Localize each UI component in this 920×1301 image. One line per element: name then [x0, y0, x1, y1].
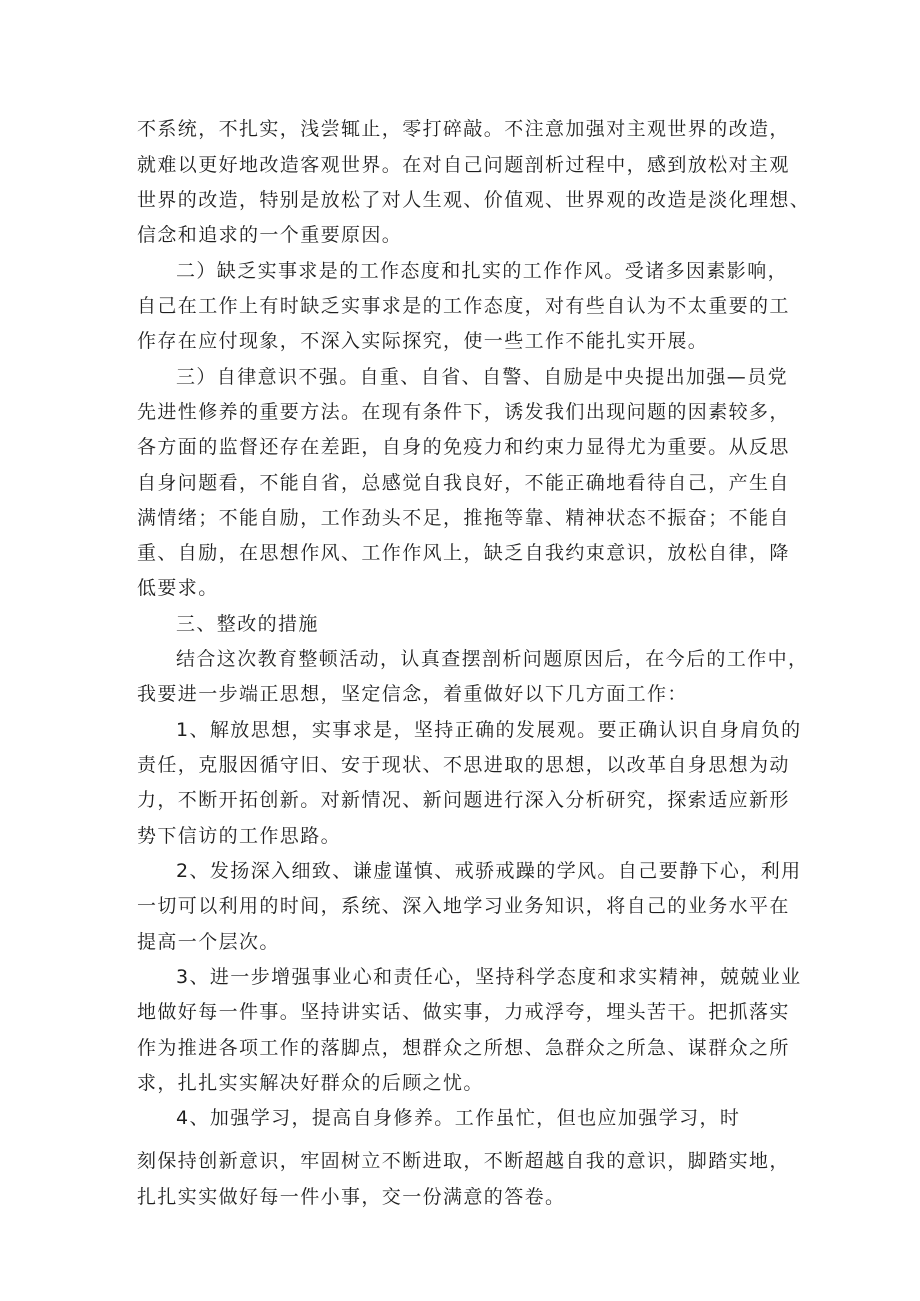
text-line: 信念和追求的一个重要原因。	[137, 224, 403, 246]
text-line: 自己在工作上有时缺乏实事求是的工作态度，对有些自认为不太重要的工	[137, 295, 790, 317]
text-line: 势下信访的工作思路。	[137, 825, 342, 847]
text-line: 低要求。	[137, 577, 219, 599]
text-line: 就难以更好地改造客观世界。在对自己问题剖析过程中，感到放松对主观	[137, 154, 790, 176]
text-line: 1、解放思想，实事求是，坚持正确的发展观。要正确认识自身肩负的	[176, 719, 802, 741]
text-line: 自身问题看，不能自省，总感觉自我良好，不能正确地看待自己，产生自	[137, 472, 790, 494]
text-line: 3、进一步增强事业心和责任心，坚持科学态度和求实精神，兢兢业业	[176, 966, 802, 988]
text-line: 一切可以利用的时间，系统、深入地学习业务知识，将自己的业务水平在	[137, 895, 790, 917]
text-line: 2、发扬深入细致、谦虚谨慎、戒骄戒躁的学风。自己要静下心，利用	[176, 860, 802, 882]
text-line: 不系统，不扎实，浅尝辄止，零打碎敲。不注意加强对主观世界的改造，	[137, 118, 790, 140]
text-line: 先进性修养的重要方法。在现有条件下，诱发我们出现问题的因素较多，	[137, 401, 790, 423]
text-line: 力，不断开拓创新。对新情况、新问题进行深入分析研究，探索适应新形	[137, 789, 790, 811]
text-line: 作为推进各项工作的落脚点，想群众之所想、急群众之所急、谋群众之所	[137, 1037, 790, 1059]
text-line: 满情绪；不能自励，工作劲头不足，推拖等靠、精神状态不振奋；不能自	[137, 507, 790, 529]
text-line: 4、加强学习，提高自身修养。工作虽忙，但也应加强学习，时	[176, 1107, 741, 1129]
text-line: 地做好每一件事。坚持讲实话、做实事，力戒浮夸，埋头苦干。把抓落实	[137, 1001, 790, 1023]
text-line: 结合这次教育整顿活动，认真查摆剖析问题原因后，在今后的工作中，	[176, 648, 809, 670]
text-line: 三）自律意识不强。自重、自省、自警、自励是中央提出加强—员党	[176, 366, 789, 388]
section-heading: 三、整改的措施	[176, 613, 319, 635]
text-line: 各方面的监督还存在差距，自身的免疫力和约束力显得尤为重要。从反思	[137, 436, 790, 458]
text-line: 我要进一步端正思想，坚定信念，着重做好以下几方面工作：	[137, 683, 688, 705]
text-line: 扎扎实实做好每一件小事，交一份满意的答卷。	[137, 1186, 566, 1208]
text-line: 世界的改造，特别是放松了对人生观、价值观、世界观的改造是淡化理想、	[137, 189, 811, 211]
text-line: 刻保持创新意识，牢固树立不断进取，不断超越自我的意识，脚踏实地，	[137, 1150, 790, 1172]
text-line: 求，扎扎实实解决好群众的后顾之忧。	[137, 1072, 484, 1094]
text-line: 责任，克服因循守旧、安于现状、不思进取的思想，以改革自身思想为动	[137, 754, 790, 776]
text-line: 作存在应付现象，不深入实际探究，使一些工作不能扎实开展。	[137, 330, 709, 352]
text-line: 二）缺乏实事求是的工作态度和扎实的工作作风。受诸多因素影响，	[176, 260, 789, 282]
text-line: 提高一个层次。	[137, 931, 280, 953]
text-line: 重、自励，在思想作风、工作作风上，缺乏自我约束意识，放松自律，降	[137, 542, 790, 564]
